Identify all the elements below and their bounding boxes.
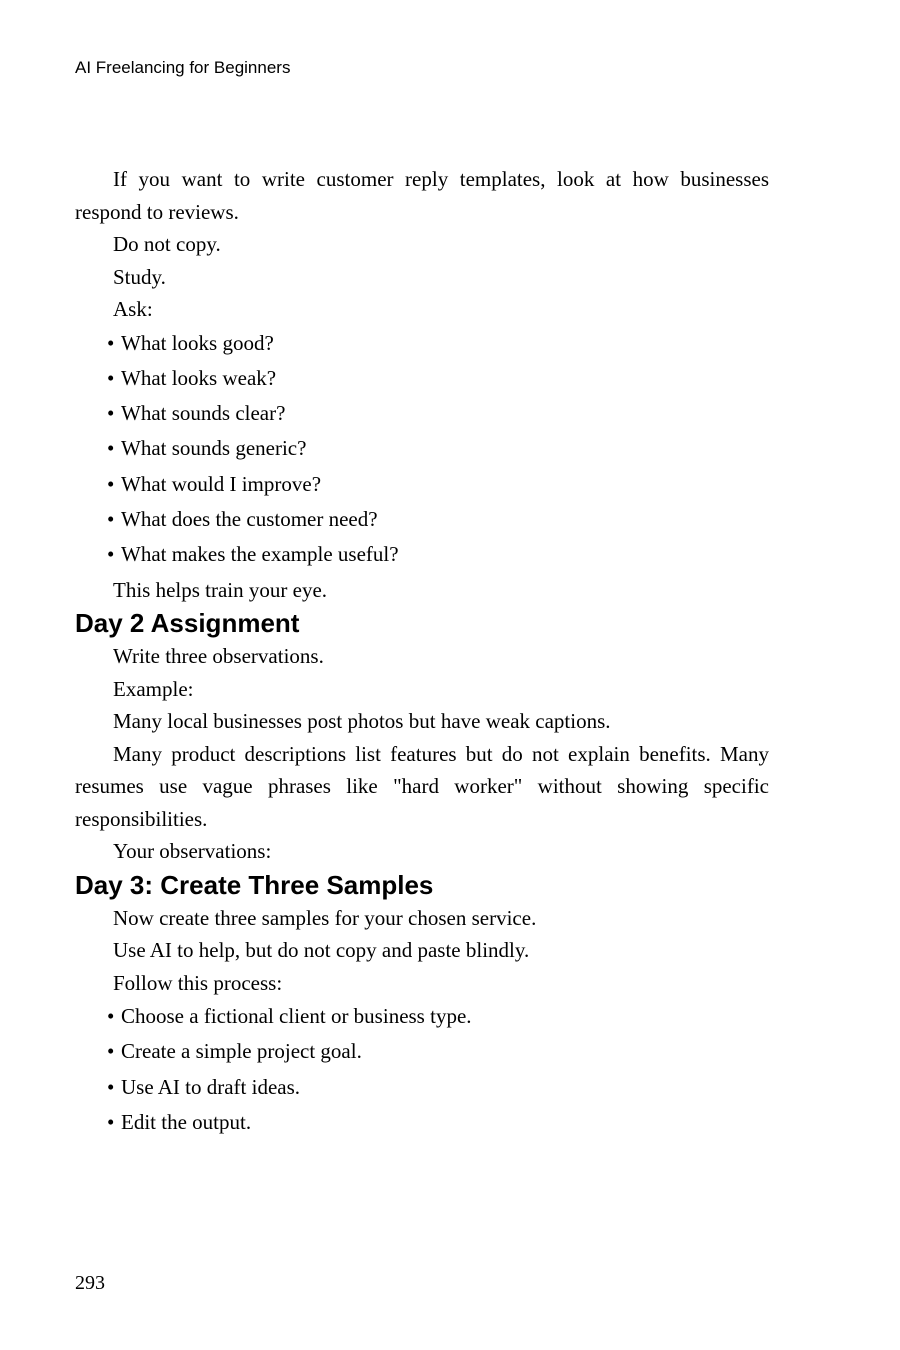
body-paragraph: Now create three samples for your chosen service.	[113, 905, 537, 930]
running-header: AI Freelancing for Beginners	[75, 58, 291, 77]
list-item: • Choose a fictional client or business type.	[75, 999, 769, 1034]
list-item: • What sounds clear?	[75, 396, 769, 431]
process-list	[75, 999, 769, 1140]
list-item: • Edit the output.	[75, 1105, 769, 1140]
question-list	[75, 326, 769, 573]
body-paragraph: Many product descriptions list features but do not explain benefits. Many resumes use vague phrases like "hard worker" without showing specific responsibilities.	[75, 741, 769, 831]
body-paragraph: Use AI to help, but do not copy and paste blindly.	[113, 938, 530, 963]
section-heading: Day 3: Create Three Samples	[75, 869, 434, 900]
body-paragraph: Ask:	[113, 297, 153, 321]
body-paragraph: Study.	[113, 264, 166, 289]
body-paragraph: Follow this process:	[113, 970, 283, 995]
body-paragraph: Do not copy.	[113, 232, 221, 256]
list-item: • What does the customer need?	[75, 502, 769, 537]
body-paragraph: Your observations:	[113, 839, 272, 864]
body-paragraph: If you want to write customer reply templates, look at how businesses respond to reviews.	[75, 167, 769, 224]
section-heading: Day 2 Assignment	[75, 608, 300, 639]
body-paragraph: This helps train your eye.	[113, 577, 328, 602]
list-item: • What makes the example useful?	[75, 537, 769, 572]
list-item: • What sounds generic?	[75, 431, 769, 466]
body-paragraph: Example:	[113, 676, 194, 701]
list-item: • What looks good?	[75, 326, 769, 361]
body-paragraph: Many local businesses post photos but have weak captions.	[113, 709, 611, 734]
list-item: • Use AI to draft ideas.	[75, 1070, 769, 1105]
page-body	[75, 163, 769, 1140]
page-number: 293	[75, 1272, 105, 1294]
list-item: • What would I improve?	[75, 467, 769, 502]
list-item: • Create a simple project goal.	[75, 1034, 769, 1069]
list-item: • What looks weak?	[75, 361, 769, 396]
body-paragraph: Write three observations.	[113, 644, 324, 669]
